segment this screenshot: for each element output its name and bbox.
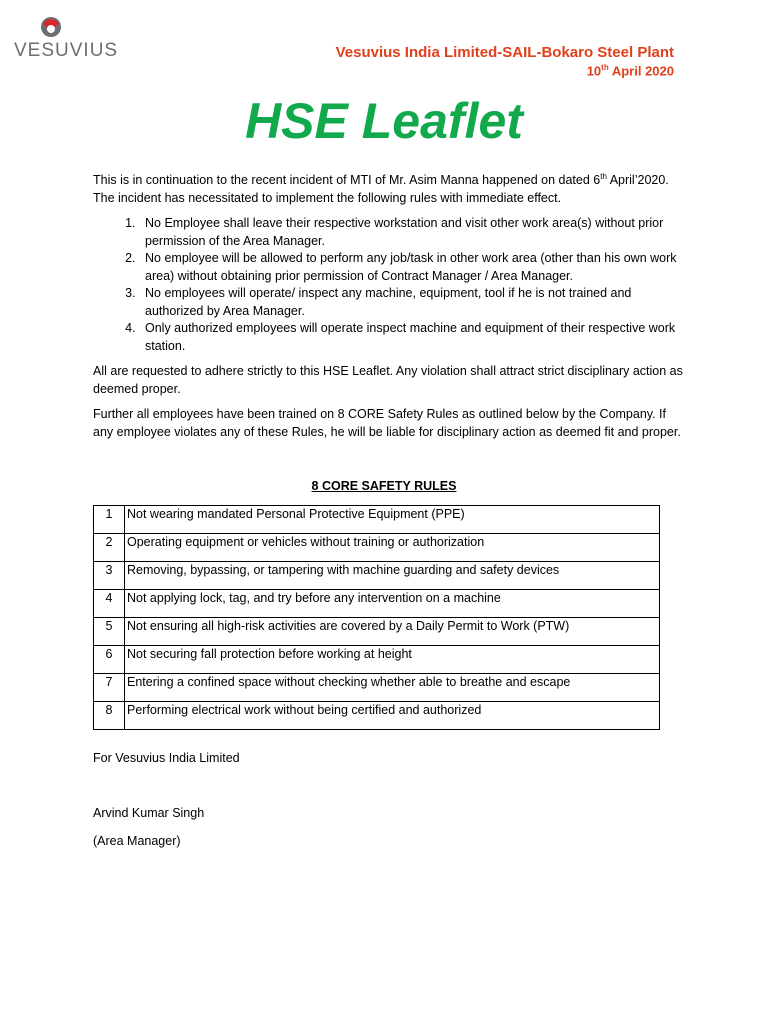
core-rules-table <box>93 505 660 730</box>
rule-text: Not ensuring all high-risk activities are covered by a Daily Permit to Work (PTW) <box>125 618 660 646</box>
rule-text: Not wearing mandated Personal Protective Equipment (PPE) <box>125 506 660 534</box>
page-title: HSE Leaflet <box>245 93 523 149</box>
company-header <box>336 44 674 78</box>
rule-text: Not securing fall protection before working at height <box>125 646 660 674</box>
table-row <box>94 534 660 562</box>
signature-name: Arvind Kumar Singh <box>93 806 205 820</box>
signature-company: For Vesuvius India Limited <box>93 751 240 765</box>
rule-text: Performing electrical work without being certified and authorized <box>125 702 660 730</box>
list-item: 2. No employee will be allowed to perform any job/task in other work area (other than his own work area) without obtaining prior permission of Contract Manager / Area Manager. <box>139 250 683 285</box>
vesuvius-logo <box>12 14 119 62</box>
list-item: 4. Only authorized employees will operate inspect machine and equipment of their respective work station. <box>139 320 683 355</box>
list-item: 3. No employees will operate/ inspect any machine, equipment, tool if he is not trained and authorized by Area Manager. <box>139 285 683 320</box>
rule-text: Removing, bypassing, or tampering with machine guarding and safety devices <box>125 562 660 590</box>
rule-text: Entering a confined space without checking whether able to breathe and escape <box>125 674 660 702</box>
table-row <box>94 674 660 702</box>
rules-list <box>93 215 683 355</box>
company-name: Vesuvius India Limited-SAIL-Bokaro Steel Plant <box>335 44 674 61</box>
rule-number: 7 <box>94 674 125 702</box>
list-item: 1. No Employee shall leave their respective workstation and visit other work area(s) without prior permission of the Area Manager. <box>139 215 683 250</box>
table-row <box>94 618 660 646</box>
rule-number: 2 <box>94 534 125 562</box>
rule-text: Operating equipment or vehicles without training or authorization <box>125 534 660 562</box>
training-paragraph: Further all employees have been trained on 8 CORE Safety Rules as outlined below by the Company. If any employee violates any of these Rules, he will be liable for disciplinary action as deemed fit and proper. <box>93 407 681 439</box>
rule-number: 4 <box>94 590 125 618</box>
rule-number: 6 <box>94 646 125 674</box>
table-row <box>94 590 660 618</box>
table-row <box>94 646 660 674</box>
intro-paragraph: This is in continuation to the recent incident of MTI of Mr. Asim Manna happened on dated 6th April’2020. The incident has necessitated to implement the following rules with immediate effect. <box>93 171 669 205</box>
rule-number: 3 <box>94 562 125 590</box>
signature-role: (Area Manager) <box>93 834 181 848</box>
logo-mark-icon <box>40 16 62 38</box>
rule-text: Not applying lock, tag, and try before any intervention on a machine <box>125 590 660 618</box>
table-row <box>94 506 660 534</box>
rule-number: 5 <box>94 618 125 646</box>
leaflet-body <box>93 172 683 449</box>
table-row <box>94 702 660 730</box>
document-date: 10th April 2020 <box>586 63 674 79</box>
logo-text: VESUVIUS <box>14 40 119 61</box>
adherence-paragraph: All are requested to adhere strictly to this HSE Leaflet. Any violation shall attract strict disciplinary action as deemed proper. <box>93 364 683 396</box>
rule-number: 8 <box>94 702 125 730</box>
rule-number: 1 <box>94 506 125 534</box>
table-row <box>94 562 660 590</box>
core-rules-title: 8 CORE SAFETY RULES <box>311 479 457 493</box>
